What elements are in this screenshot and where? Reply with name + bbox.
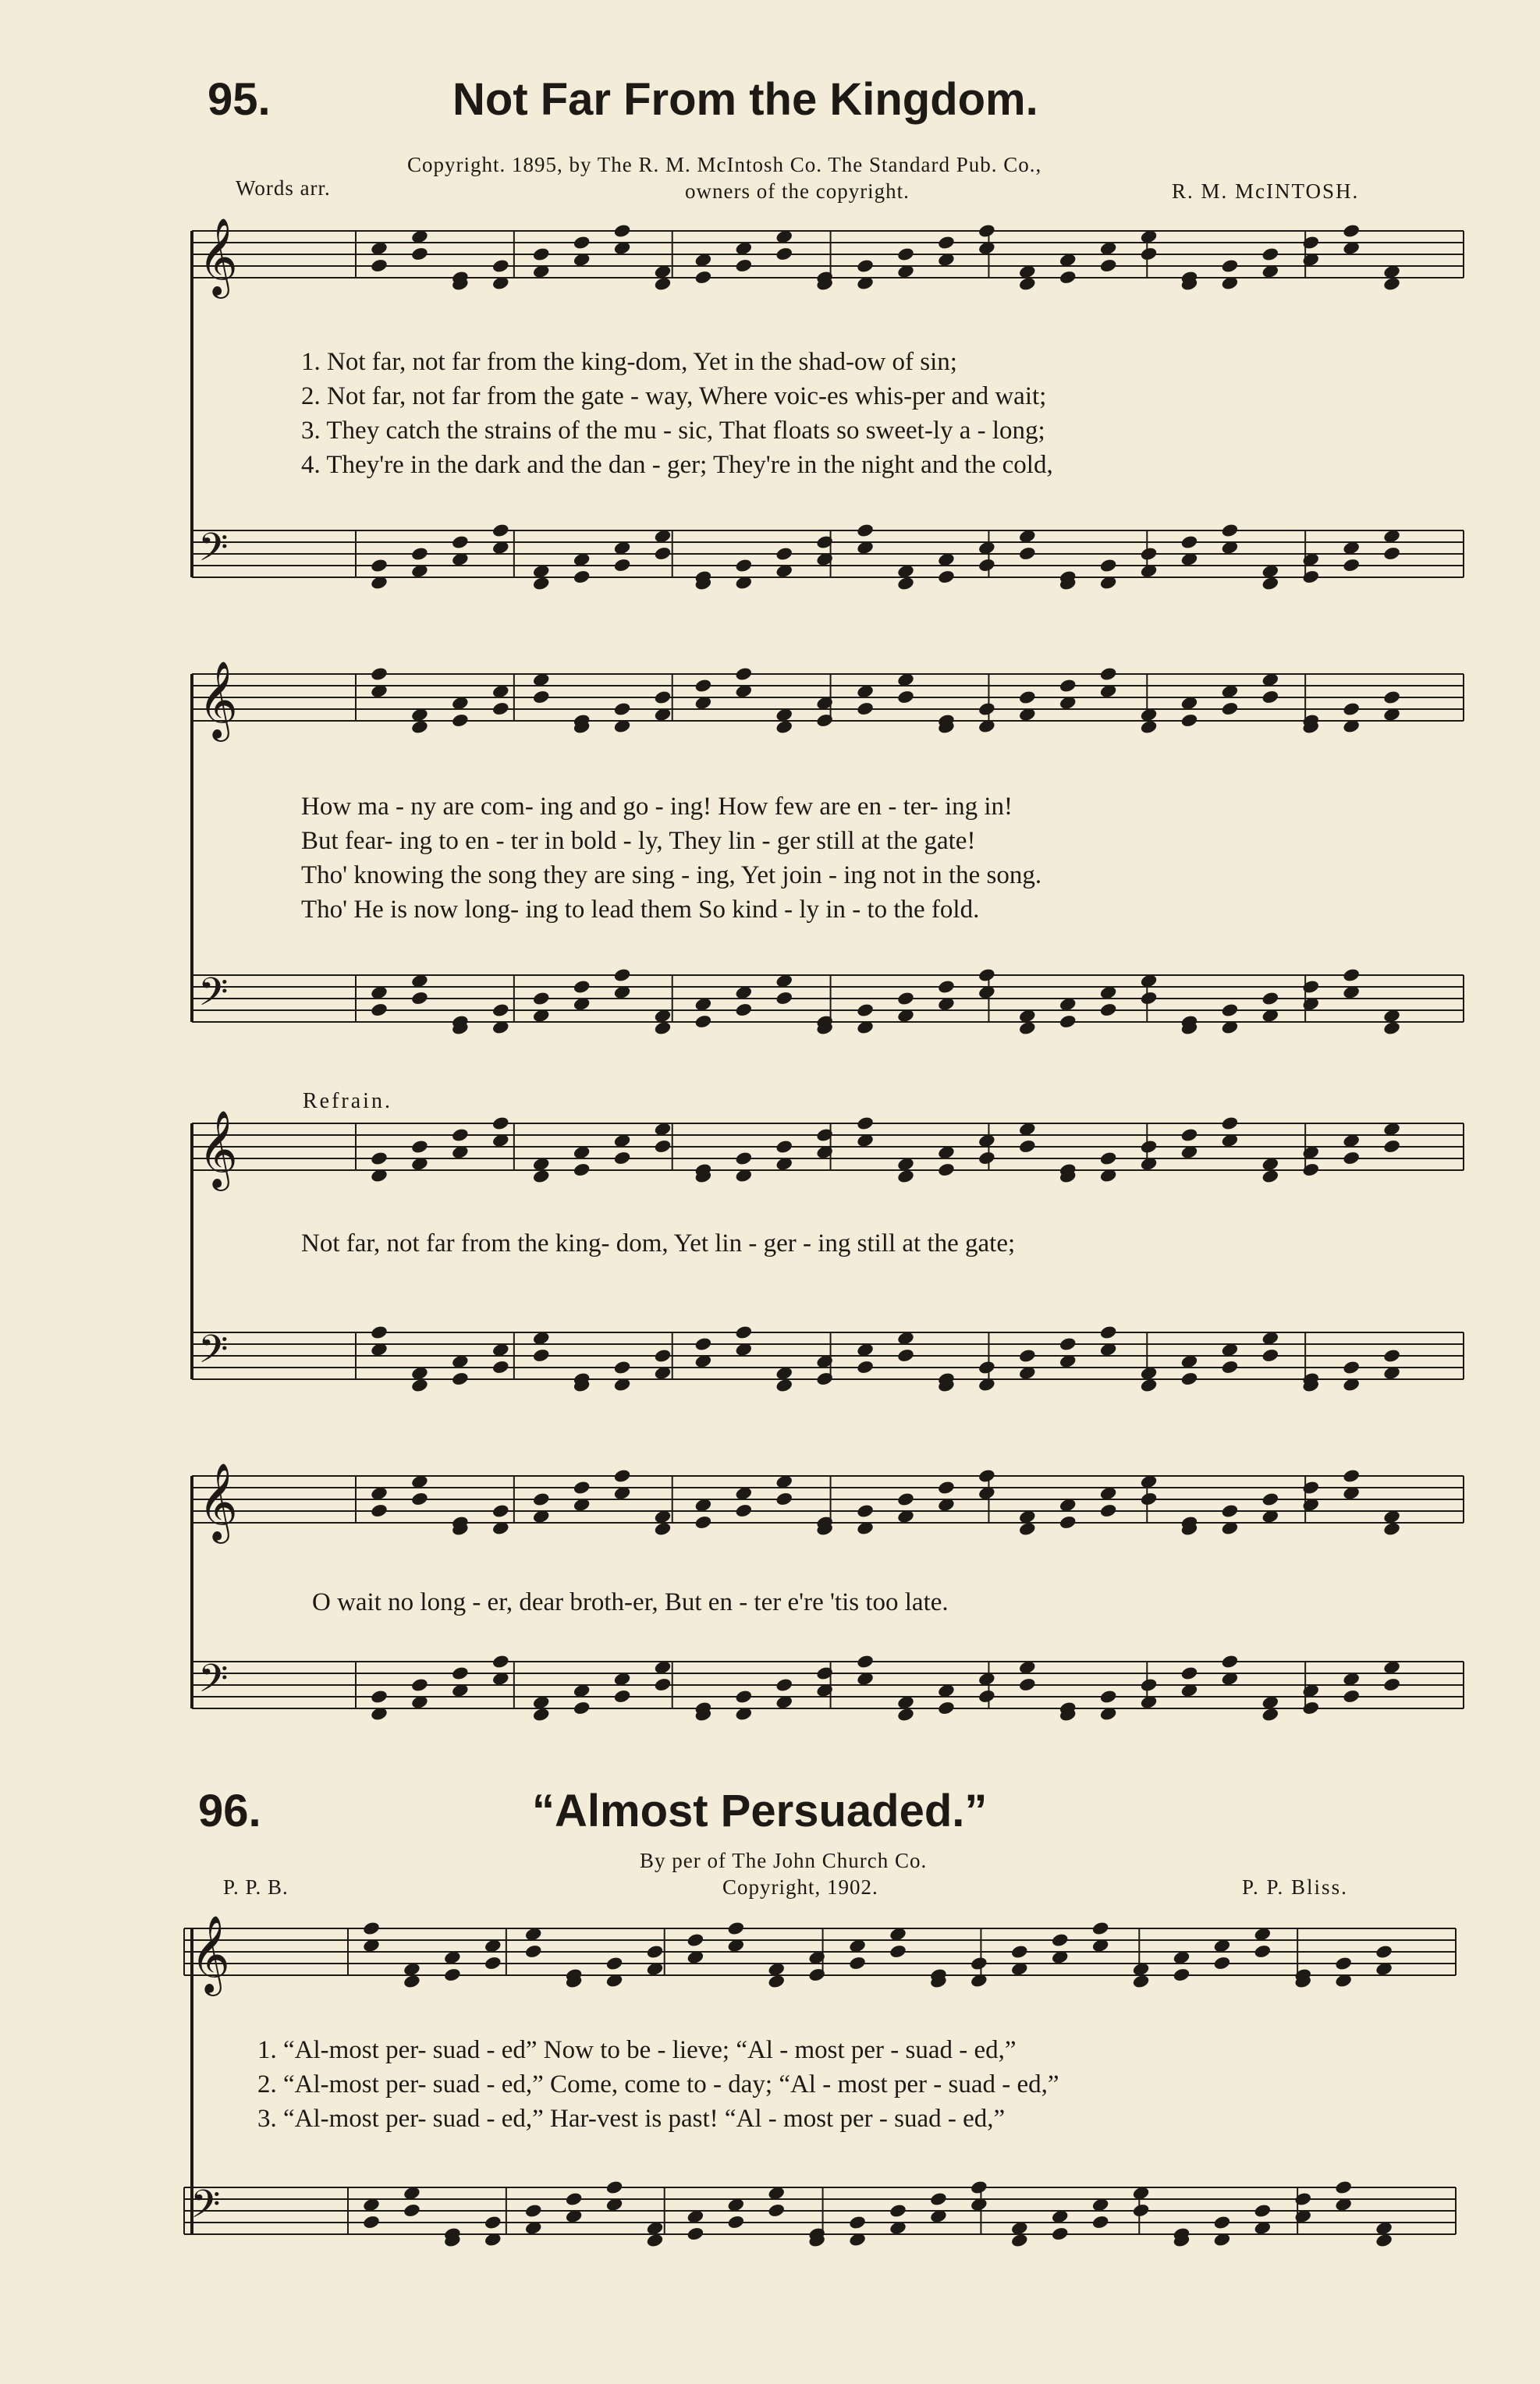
notehead [856,1654,875,1669]
hymn-95-verse-2-line-a: 2. Not far, not far from the gate - way, Where voic-es whis-per and wait; [301,382,1047,410]
notehead [978,558,996,573]
notehead [775,991,793,1006]
notehead [403,2203,421,2219]
bass-clef-icon: 𝄢 [198,1327,229,1382]
notehead [929,2191,948,2207]
hymn-95-title: Not Far From the Kingdom. [452,74,1038,125]
bass-clef-icon: 𝄢 [190,2182,221,2237]
notehead [613,223,632,239]
hymn-96-verse-3: 3. “Al-most per- suad - ed,” Har-vest is past! “Al - most per - suad - ed,” [257,2105,1006,2133]
notehead [1261,576,1280,591]
notehead [491,1002,510,1018]
hymn-96-composer: P. P. Bliss. [1242,1875,1348,1899]
notehead [573,1701,591,1716]
notehead [1180,713,1199,729]
notehead [970,2180,988,2195]
notehead [694,1515,713,1531]
notehead [613,1689,632,1705]
notehead [491,1360,510,1375]
notehead [1221,1116,1240,1131]
notehead [694,270,713,286]
notehead [1293,2191,1312,2207]
notehead [1140,719,1159,735]
notehead [613,1151,632,1166]
notehead [1140,247,1159,262]
notehead [937,1701,956,1716]
notehead [1261,1707,1280,1722]
hymn-95-verse-2-line-b: But fear- ing to en - ter in bold - ly, They lin - ger still at the gate! [301,827,976,855]
notehead [735,1325,754,1340]
notehead [1140,991,1159,1006]
notehead [410,1139,429,1155]
notehead [1221,258,1240,274]
notehead [1140,1492,1159,1507]
notehead [735,558,754,573]
notehead [1059,270,1077,286]
notehead [573,235,591,250]
notehead [978,1689,996,1705]
notehead [1261,1348,1280,1364]
notehead [1140,546,1159,562]
notehead [1099,1689,1118,1705]
notehead [937,1480,956,1495]
notehead [937,1162,956,1178]
hymn-95-composer: R. M. McINTOSH. [1172,179,1360,203]
notehead [1375,2233,1393,2248]
hymn-95-copyright-line1: Copyright. 1895, by The R. M. McIntosh Co. The Standard Pub. Co., [407,153,1042,176]
notehead [775,1139,793,1155]
hymn-96-copyright: Copyright, 1902. [722,1875,878,1899]
notehead [1140,1677,1159,1693]
notehead [1132,2203,1151,2219]
notehead [1342,1151,1361,1166]
notehead [1221,523,1240,538]
notehead [1180,1666,1199,1681]
notehead [491,1503,510,1519]
notehead [856,1002,875,1018]
notehead [1099,258,1118,274]
notehead [443,1967,462,1983]
notehead [848,1956,867,1971]
notehead [532,991,551,1006]
notehead [491,523,510,538]
notehead [1261,1169,1280,1184]
notehead [1099,1002,1118,1018]
notehead [1091,1921,1110,1936]
notehead [1375,1944,1393,1960]
notehead [735,666,754,682]
notehead [937,569,956,585]
notehead [856,1503,875,1519]
notehead [1342,1689,1361,1705]
notehead [1382,1139,1401,1155]
hymn-95-number: 95. [208,74,271,125]
notehead [410,991,429,1006]
notehead [735,1689,754,1705]
notehead [1051,1932,1070,1948]
notehead [1382,690,1401,705]
notehead [970,1956,988,1971]
notehead [978,1360,996,1375]
hymn-96-title: “Almost Persuaded.” [532,1786,988,1836]
notehead [654,1020,672,1036]
notehead [1180,534,1199,550]
notehead [1301,1480,1320,1495]
notehead [1051,2226,1070,2242]
notehead [410,247,429,262]
notehead [613,1468,632,1484]
notehead [1180,1371,1199,1387]
notehead [767,2203,786,2219]
notehead [491,701,510,717]
notehead [1301,1701,1320,1716]
notehead [1334,1956,1353,1971]
notehead [978,1468,996,1484]
notehead [1221,1002,1240,1018]
notehead [1099,1325,1118,1340]
notehead [896,1169,915,1184]
notehead [889,2203,907,2219]
notehead [1382,1677,1401,1693]
notehead [775,546,793,562]
notehead [1099,1503,1118,1519]
hymn-96-verse-1: 1. “Al-most per- suad - ed” Now to be - lieve; “Al - most per - suad - ed,” [257,2036,1017,2064]
hymn-95-copyright-line2: owners of the copyright. [685,179,910,203]
notehead [451,713,470,729]
notehead [775,1378,793,1393]
notehead [889,1944,907,1960]
notehead [694,678,713,694]
notehead [1018,1139,1037,1155]
notehead [896,247,915,262]
notehead [1221,1360,1240,1375]
notehead [410,546,429,562]
notehead [1334,2180,1353,2195]
hymn-95-verse-4-line-a: 4. They're in the dark and the dan - ger; They're in the night and the cold, [301,451,1053,479]
notehead [362,2215,381,2230]
notehead [654,1348,672,1364]
hymn-96-number: 96. [198,1786,261,1836]
notehead [687,1932,705,1948]
notehead [896,991,915,1006]
notehead [856,1360,875,1375]
notehead [370,1002,389,1018]
notehead [532,690,551,705]
notehead [613,701,632,717]
notehead [1301,235,1320,250]
notehead [848,2215,867,2230]
hymn-95-verse-1-line-b: How ma - ny are com- ing and go - ing! How few are en - ter- ing in! [301,793,1013,821]
treble-clef-icon: 𝄞 [198,1463,238,1541]
notehead [856,701,875,717]
notehead [1221,1503,1240,1519]
notehead [484,2215,502,2230]
notehead [735,258,754,274]
notehead [937,979,956,995]
notehead [1010,2233,1029,2248]
treble-clef-icon: 𝄞 [190,1915,230,1993]
notehead [1213,2215,1232,2230]
notehead [605,2180,624,2195]
notehead [370,666,389,682]
notehead [1099,558,1118,573]
notehead [573,979,591,995]
notehead [1382,276,1401,292]
notehead [978,223,996,239]
notehead [613,558,632,573]
notehead [978,967,996,983]
notehead [451,1127,470,1143]
notehead [524,1944,543,1960]
notehead [727,2215,746,2230]
notehead [654,1139,672,1155]
notehead [1342,223,1361,239]
notehead [1059,678,1077,694]
notehead [1099,1151,1118,1166]
hymn-96-words-credit: P. P. B. [223,1875,289,1899]
notehead [532,1169,551,1184]
notehead [775,247,793,262]
notehead [654,1521,672,1537]
notehead [1342,558,1361,573]
notehead [687,2226,705,2242]
treble-clef-icon: 𝄞 [198,661,238,739]
notehead [735,1503,754,1519]
notehead [1261,1492,1280,1507]
notehead [370,258,389,274]
notehead [484,1956,502,1971]
notehead [410,719,429,735]
notehead [654,276,672,292]
notehead [1091,2215,1110,2230]
notehead [1342,967,1361,983]
notehead [1342,1468,1361,1484]
notehead [775,1677,793,1693]
notehead [524,2203,543,2219]
notehead [856,523,875,538]
notehead [1301,979,1320,995]
notehead [654,546,672,562]
notehead [735,1151,754,1166]
treble-clef-icon: 𝄞 [198,218,238,296]
notehead [491,258,510,274]
notehead [1342,701,1361,717]
notehead [1018,1348,1037,1364]
notehead [775,1492,793,1507]
notehead [767,1974,786,1989]
notehead [451,1666,470,1681]
notehead [1382,1020,1401,1036]
notehead [532,1492,551,1507]
hymn-96-verse-2: 2. “Al-most per- suad - ed,” Come, come to - day; “Al - most per - suad - ed,” [257,2070,1059,2098]
notehead [1261,690,1280,705]
notehead [1140,1378,1159,1393]
notehead [532,247,551,262]
notehead [491,1654,510,1669]
hymn-95-verse-3-line-a: 3. They catch the strains of the mu - sic, That floats so sweet-ly a - long; [301,417,1045,445]
notehead [1221,701,1240,717]
notehead [896,1492,915,1507]
hymn-95-words-credit: Words arr. [236,176,331,200]
notehead [565,2191,584,2207]
hymn-95-verse-3-line-b: Tho' knowing the song they are sing - ing, Yet join - ing not in the song. [301,861,1042,889]
notehead [410,1492,429,1507]
notehead [1018,546,1037,562]
notehead [1099,666,1118,682]
bass-clef-icon: 𝄢 [198,1656,229,1711]
notehead [1213,1956,1232,1971]
notehead [735,1002,754,1018]
notehead [1059,1014,1077,1030]
bass-clef-icon: 𝄢 [198,970,229,1024]
notehead [491,1116,510,1131]
notehead [410,1677,429,1693]
notehead [532,1348,551,1364]
notehead [856,258,875,274]
hymn-95-refrain-line-1: Not far, not far from the king- dom, Yet lin - ger - ing still at the gate; [301,1229,1016,1258]
notehead [1018,1677,1037,1693]
refrain-label: Refrain. [303,1089,392,1113]
notehead [1301,1162,1320,1178]
notehead [532,1707,551,1722]
bass-clef-icon: 𝄢 [198,525,229,580]
notehead [1342,1360,1361,1375]
notehead [1180,1127,1199,1143]
notehead [451,1371,470,1387]
notehead [1010,1944,1029,1960]
notehead [937,235,956,250]
notehead [362,1921,381,1936]
notehead [978,701,996,717]
hymn-95-verse-4-line-b: Tho' He is now long- ing to lead them So kind - ly in - to the fold. [301,896,980,924]
notehead [613,967,632,983]
notehead [1132,1974,1151,1989]
notehead [896,1707,915,1722]
notehead [410,1378,429,1393]
notehead [1261,991,1280,1006]
notehead [896,690,915,705]
notehead [1140,1139,1159,1155]
notehead [605,1956,624,1971]
notehead [1261,247,1280,262]
notehead [978,1151,996,1166]
notehead [613,1360,632,1375]
notehead [775,719,793,735]
notehead [1254,2203,1272,2219]
notehead [856,1116,875,1131]
notehead [1382,1521,1401,1537]
notehead [1059,1336,1077,1352]
notehead [1221,1654,1240,1669]
notehead [694,1336,713,1352]
notehead [370,1325,389,1340]
notehead [370,558,389,573]
notehead [1018,276,1037,292]
notehead [1301,569,1320,585]
notehead [654,690,672,705]
notehead [694,1014,713,1030]
notehead [1018,1020,1037,1036]
notehead [646,1944,665,1960]
notehead [451,534,470,550]
notehead [1018,1521,1037,1537]
notehead [654,1677,672,1693]
notehead [1173,1967,1191,1983]
notehead [1254,1944,1272,1960]
notehead [646,2233,665,2248]
notehead [896,1348,915,1364]
hymn-95-refrain-line-2: O wait no long - er, dear broth-er, But en - ter e're 'tis too late. [312,1588,949,1616]
notehead [1018,690,1037,705]
notehead [370,1503,389,1519]
notehead [896,576,915,591]
notehead [370,1689,389,1705]
notehead [370,1151,389,1166]
notehead [532,576,551,591]
notehead [1382,1348,1401,1364]
notehead [573,1162,591,1178]
hymn-95-verse-1-line-a: 1. Not far, not far from the king-dom, Yet in the shad-ow of sin; [301,348,957,376]
notehead [727,1921,746,1936]
hymn-96-permission: By per of The John Church Co. [640,1849,928,1872]
notehead [573,569,591,585]
notehead [1382,546,1401,562]
notehead [573,1480,591,1495]
notehead [1059,1515,1077,1531]
notehead [403,1974,421,1989]
treble-clef-icon: 𝄞 [198,1110,238,1188]
